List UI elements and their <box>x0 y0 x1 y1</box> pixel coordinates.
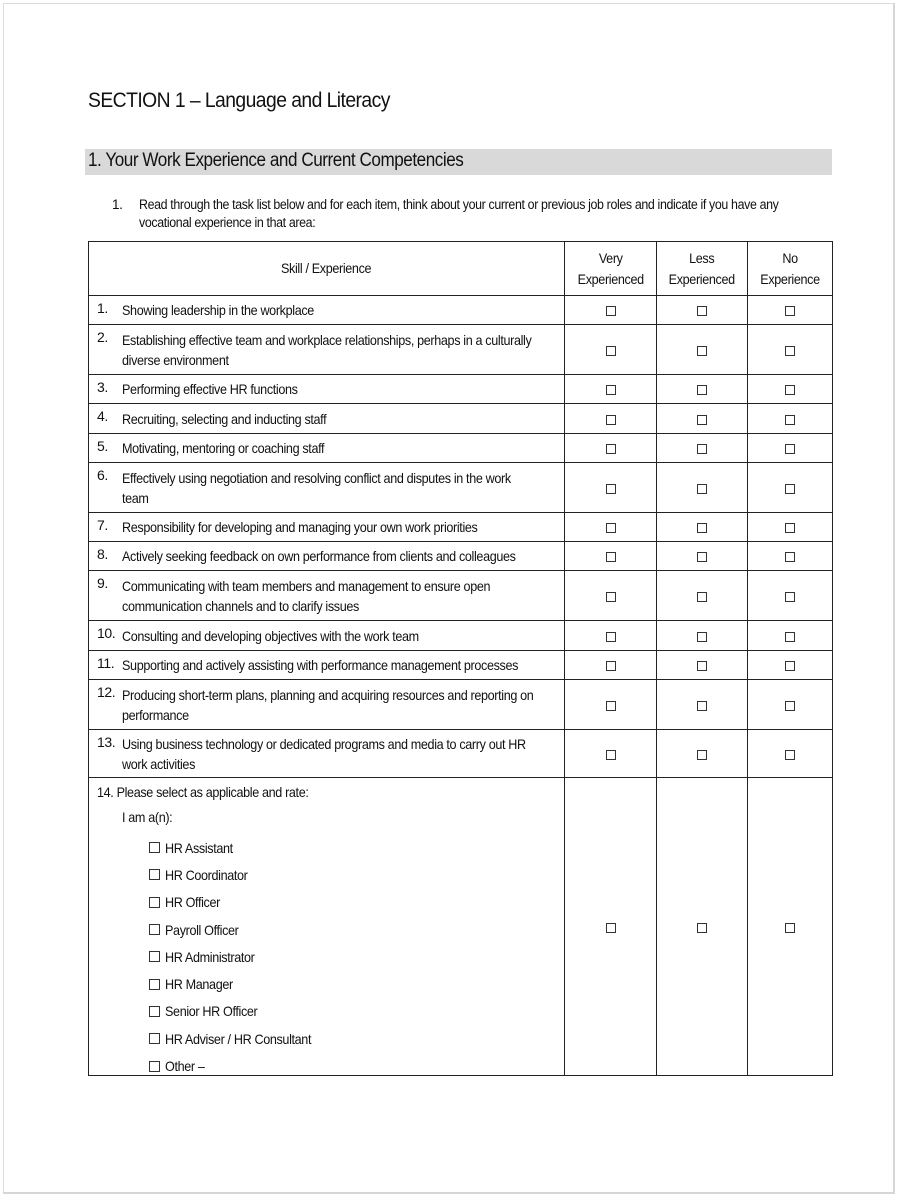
checkbox-less-experienced[interactable] <box>697 346 707 356</box>
rating-cell-no-experience <box>748 434 833 463</box>
skill-cell <box>89 571 565 621</box>
rating-cell-very-experienced <box>565 325 657 375</box>
checkbox-no-experience[interactable] <box>785 346 795 356</box>
skill-number: 13. <box>97 734 116 750</box>
checkbox-less-experienced[interactable] <box>697 523 707 533</box>
checkbox-very-experienced[interactable] <box>606 592 616 602</box>
checkbox-icon[interactable] <box>149 951 160 962</box>
skill-text: Showing leadership in the workplace <box>122 302 314 318</box>
role-option-label: Senior HR Officer <box>165 1003 258 1020</box>
table-row <box>89 296 833 325</box>
rating-cell-very-experienced <box>565 651 657 680</box>
role-selection-cell <box>89 778 565 1076</box>
rating-cell-less-experienced <box>657 463 748 513</box>
checkbox-very-experienced[interactable] <box>606 750 616 760</box>
skill-number: 12. <box>97 684 116 700</box>
skill-text: Recruiting, selecting and inducting staff <box>122 410 327 427</box>
role-option[interactable] <box>149 970 327 997</box>
rating-cell-very-experienced <box>565 463 657 513</box>
rating-cell-no-experience <box>748 296 833 325</box>
rating-cell-less-experienced <box>657 434 748 463</box>
skill-text: Motivating, mentoring or coaching staff <box>122 440 325 456</box>
checkbox-no-experience[interactable] <box>785 484 795 494</box>
rating-cell-less-experienced <box>657 680 748 730</box>
checkbox-very-experienced[interactable] <box>606 306 616 316</box>
rating-cell-no-experience <box>748 680 833 730</box>
role-option-label: HR Assistant <box>165 839 233 856</box>
checkbox-less-experienced[interactable] <box>697 306 707 316</box>
skill-text: Actively seeking feedback on own performance from clients and colleagues <box>122 548 516 564</box>
role-option-label: HR Manager <box>165 976 233 993</box>
skill-number: 4. <box>97 408 108 424</box>
table-row <box>89 375 833 404</box>
checkbox-icon[interactable] <box>149 869 160 880</box>
checkbox-no-experience[interactable] <box>785 701 795 711</box>
rating-cell-no-experience <box>748 513 833 542</box>
header-very-experienced: Very Experienced <box>565 242 657 296</box>
checkbox-no-experience[interactable] <box>785 592 795 602</box>
skill-text: Using business technology or dedicated programs and media to carry out HR work activities <box>122 735 526 772</box>
checkbox-very-experienced[interactable] <box>606 661 616 671</box>
skill-number: 8. <box>97 546 108 562</box>
rating-cell-very-experienced <box>565 778 657 1076</box>
skill-text: Performing effective HR functions <box>122 381 298 397</box>
checkbox-icon[interactable] <box>149 1006 160 1017</box>
rating-cell-less-experienced <box>657 404 748 434</box>
checkbox-no-experience[interactable] <box>785 444 795 454</box>
skill-number: 9. <box>97 575 108 591</box>
checkbox-no-experience[interactable] <box>785 661 795 671</box>
checkbox-no-experience[interactable] <box>785 632 795 642</box>
section-heading: 1. Your Work Experience and Current Competencies <box>88 150 464 171</box>
role-option-label: Other – <box>165 1058 205 1075</box>
section-title: SECTION 1 – Language and Literacy <box>88 89 390 112</box>
checkbox-less-experienced[interactable] <box>697 552 707 562</box>
rating-cell-very-experienced <box>565 621 657 651</box>
checkbox-no-experience[interactable] <box>785 523 795 533</box>
table-row <box>89 325 833 375</box>
role-option-label: HR Administrator <box>165 948 255 965</box>
checkbox-very-experienced[interactable] <box>606 484 616 494</box>
checkbox-less-experienced[interactable] <box>697 484 707 494</box>
checkbox-icon[interactable] <box>149 1061 160 1072</box>
skill-number: 1. <box>97 300 108 316</box>
rating-cell-no-experience <box>748 621 833 651</box>
role-option[interactable] <box>149 998 327 1025</box>
checkbox-no-experience[interactable] <box>785 306 795 316</box>
rating-cell-very-experienced <box>565 404 657 434</box>
checkbox-less-experienced[interactable] <box>697 750 707 760</box>
checkbox-icon[interactable] <box>149 897 160 908</box>
rating-cell-less-experienced <box>657 325 748 375</box>
table-row <box>89 621 833 651</box>
rating-cell-less-experienced <box>657 542 748 571</box>
skill-number: 3. <box>97 379 108 395</box>
skill-number: 7. <box>97 517 108 533</box>
table-row-q14 <box>89 778 833 1076</box>
rating-cell-no-experience <box>748 651 833 680</box>
q14-title: 14. Please select as applicable and rate: <box>97 784 309 800</box>
checkbox-icon[interactable] <box>149 924 160 935</box>
skill-cell <box>89 434 565 463</box>
role-option-label: HR Officer <box>165 894 220 911</box>
skill-number: 10. <box>97 625 116 641</box>
rating-cell-no-experience <box>748 571 833 621</box>
role-option-label: HR Coordinator <box>165 866 248 883</box>
checkbox-very-experienced[interactable] <box>606 923 616 933</box>
checkbox-less-experienced[interactable] <box>697 632 707 642</box>
checkbox-no-experience[interactable] <box>785 750 795 760</box>
rating-cell-very-experienced <box>565 730 657 778</box>
checkbox-less-experienced[interactable] <box>697 592 707 602</box>
rating-cell-very-experienced <box>565 680 657 730</box>
checkbox-very-experienced[interactable] <box>606 523 616 533</box>
skill-text: Responsibility for developing and managing your own work priorities <box>122 519 478 535</box>
rating-cell-no-experience <box>748 375 833 404</box>
checkbox-less-experienced[interactable] <box>697 923 707 933</box>
checkbox-icon[interactable] <box>149 979 160 990</box>
skill-cell <box>89 296 565 325</box>
rating-cell-no-experience <box>748 542 833 571</box>
checkbox-very-experienced[interactable] <box>606 415 616 425</box>
role-option[interactable] <box>149 943 327 970</box>
table-row <box>89 513 833 542</box>
rating-cell-less-experienced <box>657 296 748 325</box>
role-option[interactable] <box>149 1052 327 1079</box>
skills-table <box>88 241 833 1076</box>
checkbox-no-experience[interactable] <box>785 415 795 425</box>
rating-cell-very-experienced <box>565 542 657 571</box>
rating-cell-no-experience <box>748 325 833 375</box>
skill-cell <box>89 730 565 778</box>
role-option[interactable] <box>149 1025 327 1052</box>
checkbox-very-experienced[interactable] <box>606 444 616 454</box>
intro-text: Read through the task list below and for each item, think about your current or previous job roles and indicate if you have any vocational experience in that area: <box>139 197 779 230</box>
checkbox-no-experience[interactable] <box>785 923 795 933</box>
role-option[interactable] <box>149 916 327 943</box>
header-skill-experience: Skill / Experience <box>89 242 565 296</box>
checkbox-icon[interactable] <box>149 1033 160 1044</box>
rating-cell-less-experienced <box>657 651 748 680</box>
skill-cell <box>89 651 565 680</box>
role-option[interactable] <box>149 889 327 916</box>
header-no-experience: No Experience <box>748 242 833 296</box>
checkbox-very-experienced[interactable] <box>606 632 616 642</box>
table-row <box>89 680 833 730</box>
role-option-label: Payroll Officer <box>165 921 239 938</box>
checkbox-no-experience[interactable] <box>785 552 795 562</box>
checkbox-less-experienced[interactable] <box>697 385 707 395</box>
skill-text: Supporting and actively assisting with performance management processes <box>122 657 519 673</box>
skill-number: 5. <box>97 438 108 454</box>
skill-cell <box>89 375 565 404</box>
rating-cell-less-experienced <box>657 621 748 651</box>
rating-cell-very-experienced <box>565 513 657 542</box>
rating-cell-very-experienced <box>565 571 657 621</box>
skill-cell <box>89 680 565 730</box>
skill-cell <box>89 404 565 434</box>
checkbox-very-experienced[interactable] <box>606 346 616 356</box>
skill-cell <box>89 513 565 542</box>
checkbox-very-experienced[interactable] <box>606 552 616 562</box>
checkbox-less-experienced[interactable] <box>697 444 707 454</box>
table-row <box>89 463 833 513</box>
skill-number: 6. <box>97 467 108 483</box>
checkbox-very-experienced[interactable] <box>606 701 616 711</box>
rating-cell-no-experience <box>748 778 833 1076</box>
checkbox-very-experienced[interactable] <box>606 385 616 395</box>
section-heading-bar <box>85 149 832 175</box>
header-less-experienced: Less Experienced <box>657 242 748 296</box>
rating-cell-no-experience <box>748 463 833 513</box>
role-option-label: HR Adviser / HR Consultant <box>165 1030 312 1047</box>
table-row <box>89 651 833 680</box>
rating-cell-no-experience <box>748 404 833 434</box>
rating-cell-less-experienced <box>657 513 748 542</box>
checkbox-less-experienced[interactable] <box>697 661 707 671</box>
skill-cell <box>89 542 565 571</box>
rating-cell-no-experience <box>748 730 833 778</box>
skill-cell <box>89 621 565 651</box>
checkbox-less-experienced[interactable] <box>697 415 707 425</box>
skill-text: Establishing effective team and workplace relationships, perhaps in a culturally diverse environment <box>122 331 532 368</box>
rating-cell-less-experienced <box>657 571 748 621</box>
rating-cell-less-experienced <box>657 730 748 778</box>
skill-number: 11. <box>97 655 115 671</box>
checkbox-icon[interactable] <box>149 842 160 853</box>
skill-cell <box>89 325 565 375</box>
skill-number: 2. <box>97 329 108 345</box>
rating-cell-less-experienced <box>657 778 748 1076</box>
skill-cell <box>89 463 565 513</box>
rating-cell-very-experienced <box>565 296 657 325</box>
rating-cell-very-experienced <box>565 375 657 404</box>
intro-number: 1. <box>112 197 123 212</box>
rating-cell-very-experienced <box>565 434 657 463</box>
role-option[interactable] <box>149 861 327 888</box>
skill-text: Producing short-term plans, planning and acquiring resources and reporting on performance <box>122 686 534 723</box>
skill-text: Consulting and developing objectives with the work team <box>122 627 419 644</box>
table-row <box>89 542 833 571</box>
checkbox-no-experience[interactable] <box>785 385 795 395</box>
role-option[interactable] <box>149 834 327 861</box>
table-row <box>89 571 833 621</box>
skill-text: Effectively using negotiation and resolving conflict and disputes in the work team <box>122 469 511 506</box>
table-row <box>89 434 833 463</box>
q14-subtitle: I am a(n): <box>122 809 173 825</box>
table-row <box>89 730 833 778</box>
skill-text: Communicating with team members and management to ensure open communication channels and to clarify issues <box>122 577 491 614</box>
checkbox-less-experienced[interactable] <box>697 701 707 711</box>
rating-cell-less-experienced <box>657 375 748 404</box>
table-row <box>89 404 833 434</box>
role-options-list <box>149 834 327 1080</box>
